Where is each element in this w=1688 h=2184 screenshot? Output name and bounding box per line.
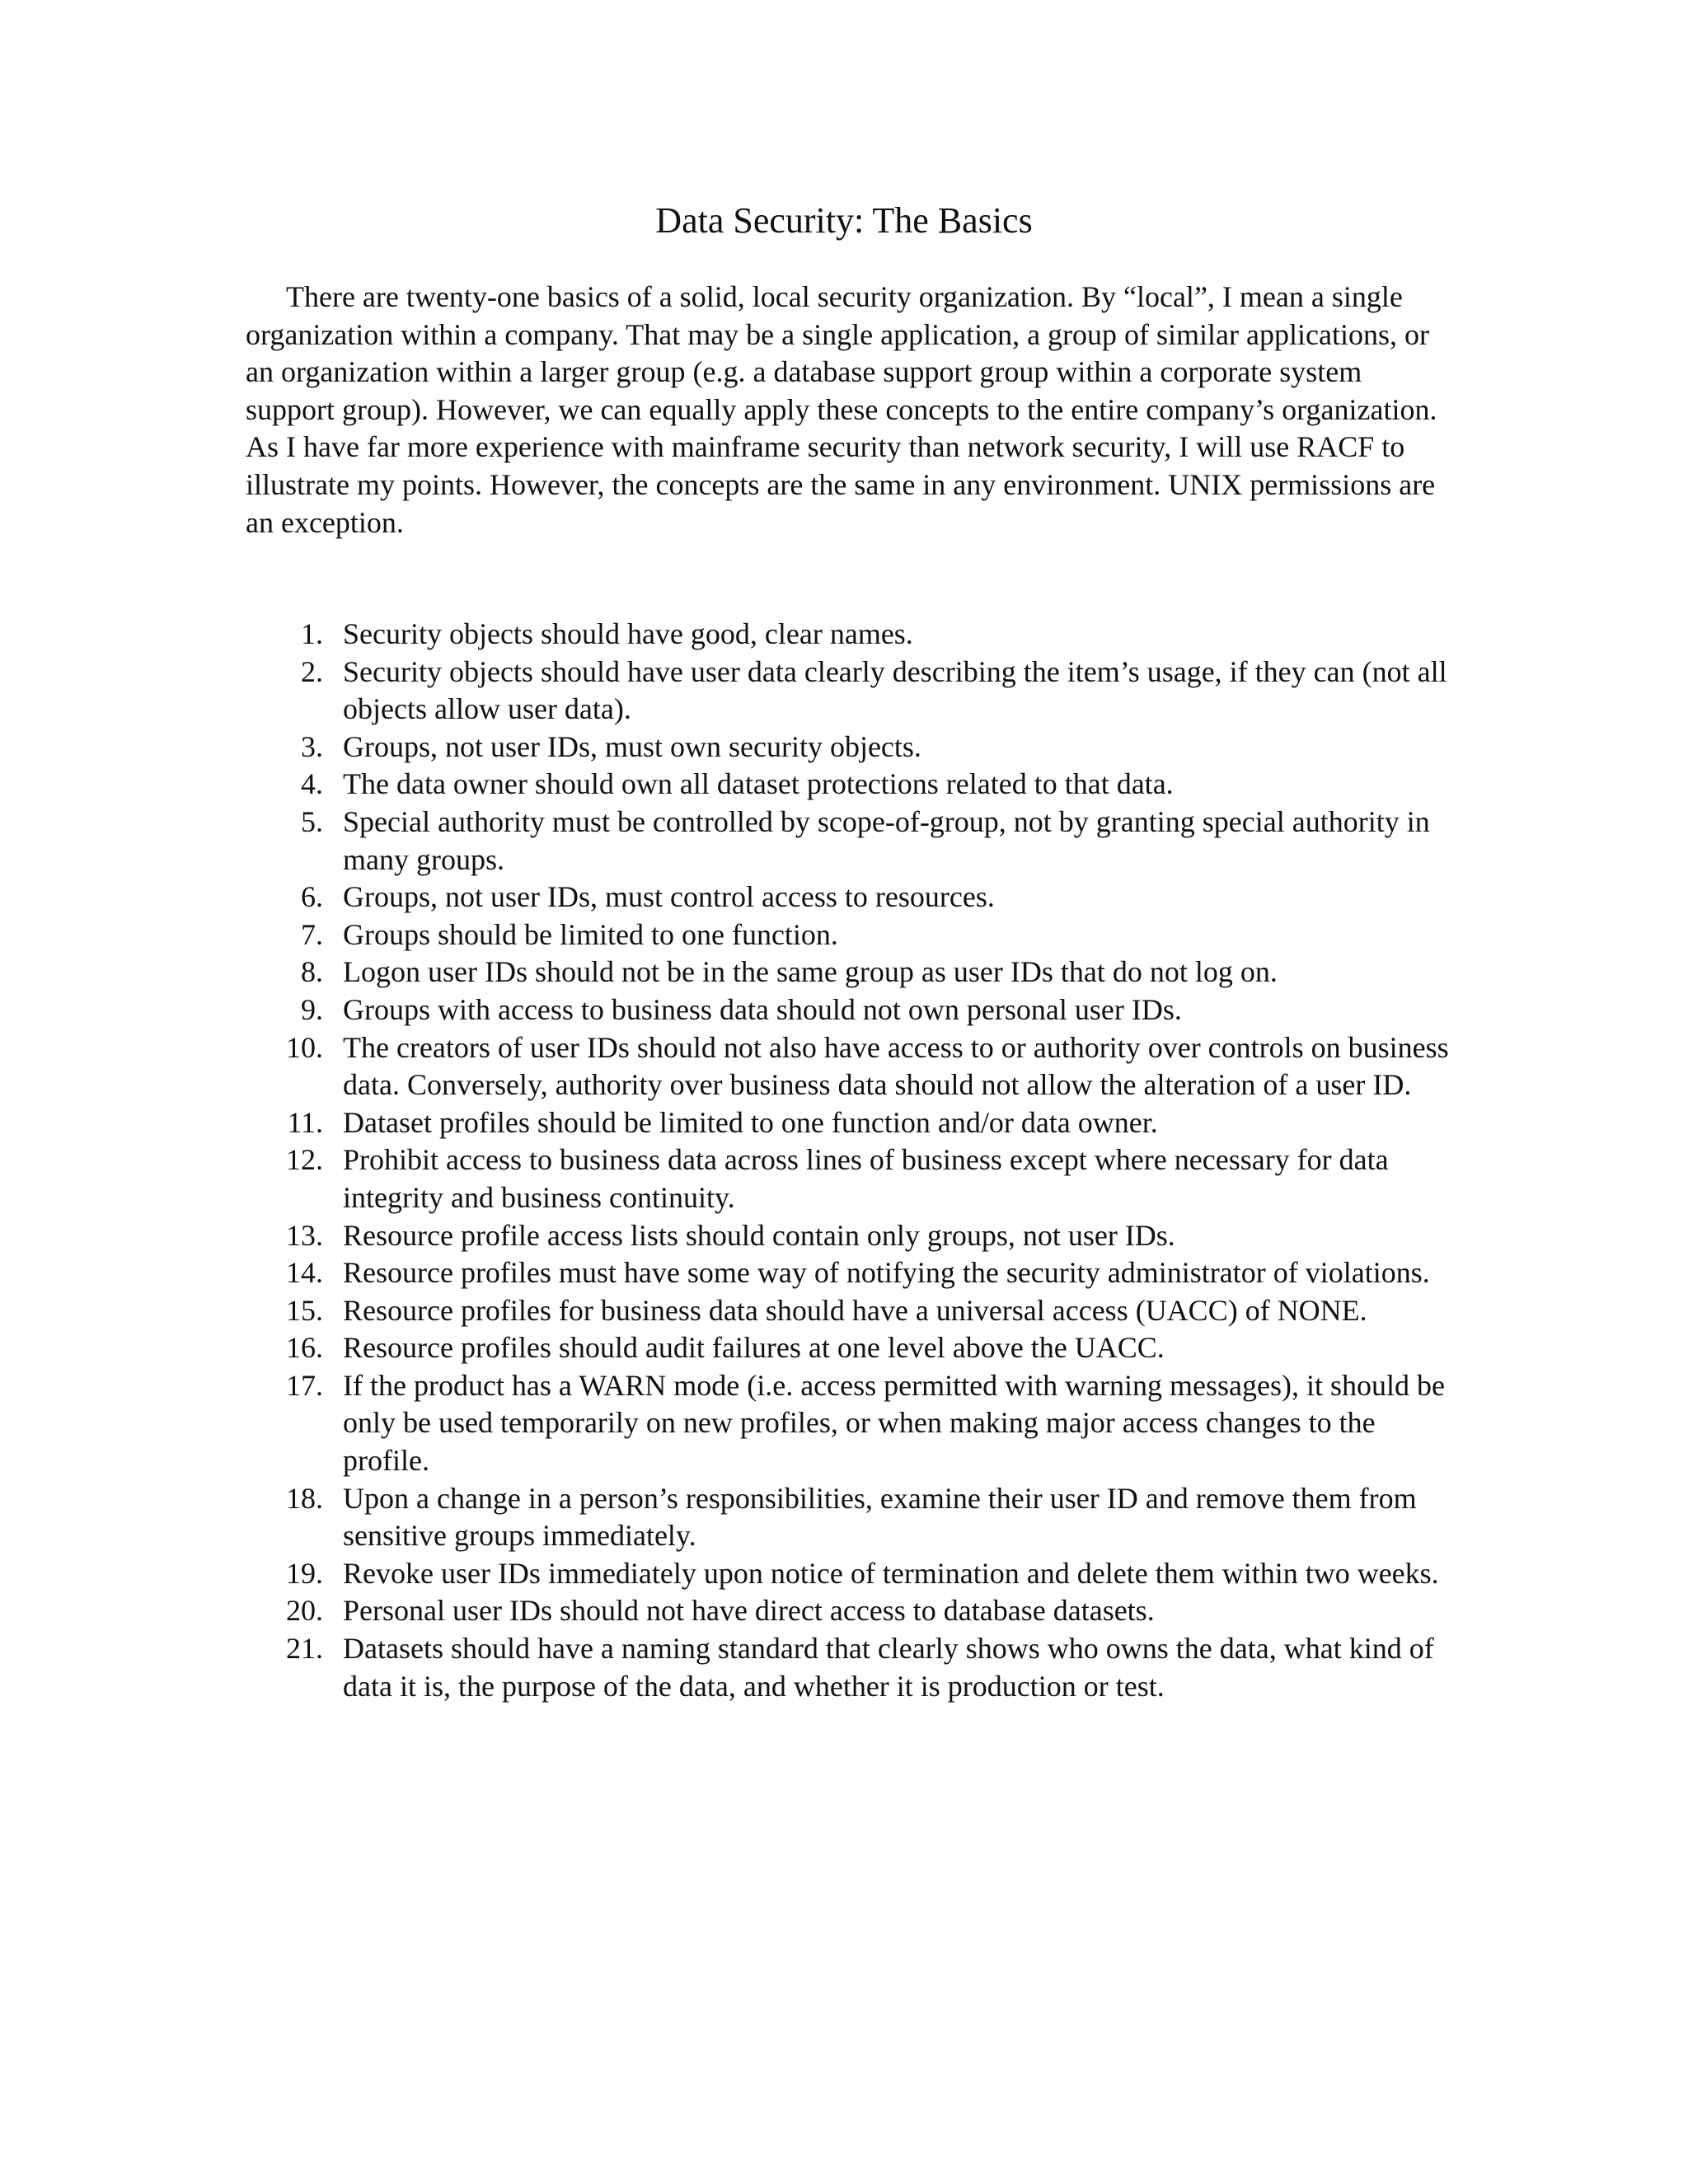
list-item-number: 5.	[301, 804, 323, 838]
list-item-number: 11.	[287, 1105, 323, 1139]
list-item-text: The data owner should own all dataset protections related to that data.	[343, 767, 1174, 801]
list-item	[246, 654, 1449, 729]
list-item-number: 6.	[301, 880, 323, 914]
list-item-text: Resource profile access lists should contain only groups, not user IDs.	[343, 1218, 1175, 1252]
list-item-number: 21.	[286, 1632, 323, 1666]
list-item	[246, 954, 1449, 991]
list-item	[246, 1480, 1449, 1555]
list-item	[246, 766, 1449, 804]
list-item-text: Logon user IDs should not be in the same group as user IDs that do not log on.	[343, 955, 1278, 989]
list-item-text: Security objects should have user data clearly describing the item’s usage, if they can (not all objects allow user data).	[343, 654, 1447, 726]
list-item-text: Groups, not user IDs, must control access to resources.	[343, 880, 995, 914]
list-item-text: If the product has a WARN mode (i.e. access permitted with warning messages), it should be only be used temporarily on new profiles, or when making major access changes to the profile.	[343, 1368, 1445, 1478]
list-item-number: 4.	[301, 767, 323, 801]
list-item-text: Resource profiles for business data should have a universal access (UACC) of NONE.	[343, 1293, 1367, 1327]
list-item-text: Datasets should have a naming standard that clearly shows who owns the data, what kind of data it is, the purpose of the data, and whether it is production or test.	[343, 1632, 1434, 1703]
list-item-text: Upon a change in a person’s responsibilities, examine their user ID and remove them from sensitive groups immediately.	[343, 1481, 1417, 1553]
list-item-text: Special authority must be controlled by scope-of-group, not by granting special authority in many groups.	[343, 804, 1430, 876]
list-item	[246, 804, 1449, 879]
list-item-number: 8.	[301, 955, 323, 989]
list-item-number: 10.	[286, 1030, 323, 1064]
list-item	[246, 879, 1449, 916]
list-item	[246, 991, 1449, 1029]
list-item-text: Resource profiles should audit failures at one level above the UACC.	[343, 1331, 1165, 1365]
list-item-text: Revoke user IDs immediately upon notice of termination and delete them within two weeks.	[343, 1556, 1439, 1590]
list-item-number: 9.	[301, 992, 323, 1026]
list-item-number: 7.	[301, 917, 323, 951]
list-item-number: 19.	[286, 1556, 323, 1590]
list-item	[246, 616, 1449, 654]
list-item	[246, 1217, 1449, 1255]
list-item-text: Groups, not user IDs, must own security objects.	[343, 729, 921, 763]
list-item	[246, 729, 1449, 766]
list-item-number: 12.	[286, 1143, 323, 1177]
list-item	[246, 1630, 1449, 1705]
list-item-number: 14.	[286, 1256, 323, 1290]
list-item	[246, 1329, 1449, 1367]
list-item-number: 15.	[286, 1293, 323, 1327]
list-item-text: The creators of user IDs should not also have access to or authority over controls on business data. Conversely, authority over business data should not allow the alteration of a user ID.	[343, 1030, 1449, 1102]
list-item-text: Security objects should have good, clear names.	[343, 617, 913, 650]
intro-paragraph: There are twenty-one basics of a solid, local security organization. By “local”, I mean a single organization within a company. That may be a single application, a group of similar applications, or an organization within a larger group (e.g. a database support group within a corporate system support group). However, we can equally apply these concepts to the entire company’s organization. As I have far more experience with mainframe security than network security, I will use RACF to illustrate my points. However, the concepts are the same in any environment. UNIX permissions are an exception.	[246, 280, 1437, 539]
list-item	[246, 1592, 1449, 1630]
list-item-text: Personal user IDs should not have direct access to database datasets.	[343, 1594, 1155, 1628]
list-item-number: 18.	[286, 1481, 323, 1515]
list-item	[246, 1555, 1449, 1593]
document-title: Data Security: The Basics	[655, 200, 1033, 241]
list-item-number: 1.	[301, 617, 323, 650]
list-item	[246, 916, 1449, 954]
list-item-number: 3.	[301, 729, 323, 763]
basics-list	[246, 616, 1449, 1705]
list-item-text: Groups should be limited to one function.	[343, 917, 838, 951]
list-item	[246, 1141, 1449, 1216]
list-item-number: 20.	[286, 1594, 323, 1628]
list-item-number: 2.	[301, 654, 323, 688]
list-item	[246, 1029, 1449, 1104]
list-item	[246, 1104, 1449, 1142]
list-item	[246, 1367, 1449, 1480]
list-item-text: Dataset profiles should be limited to one function and/or data owner.	[343, 1105, 1158, 1139]
list-item-text: Prohibit access to business data across lines of business except where necessary for data integrity and business continuity.	[343, 1143, 1389, 1214]
list-item	[246, 1292, 1449, 1330]
list-item-text: Resource profiles must have some way of notifying the security administrator of violations.	[343, 1256, 1430, 1290]
list-item-number: 13.	[286, 1218, 323, 1252]
list-item-number: 17.	[286, 1368, 323, 1402]
list-item-number: 16.	[286, 1331, 323, 1365]
list-item	[246, 1254, 1449, 1292]
list-item-text: Groups with access to business data should not own personal user IDs.	[343, 992, 1182, 1026]
